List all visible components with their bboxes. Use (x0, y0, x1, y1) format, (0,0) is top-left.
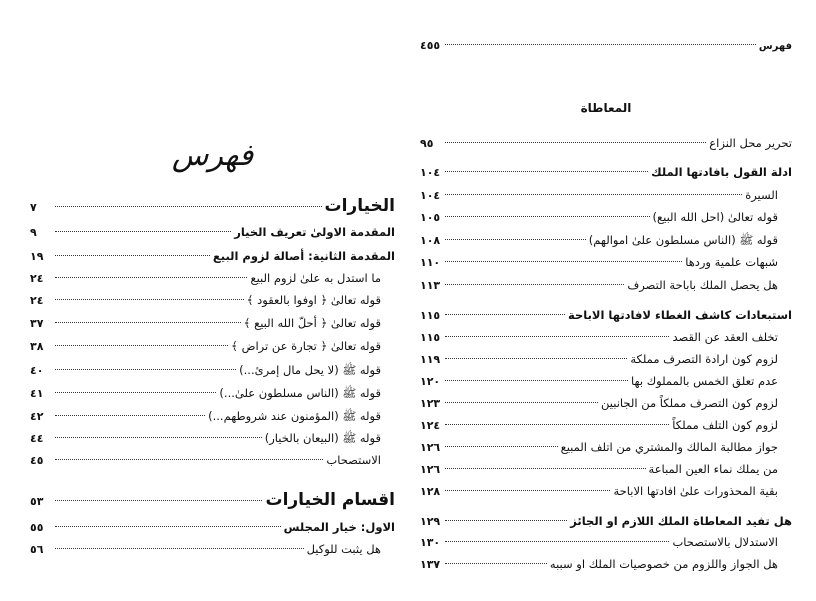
entry-text: الاستدلال بالاستصحاب (672, 535, 778, 549)
entry-text: ما استدل به علىٰ لزوم البيع (250, 271, 381, 285)
dot-leader (55, 459, 323, 460)
toc-entry[interactable] (420, 459, 792, 479)
entry-text: ادلة القول بافادتها الملك (651, 165, 792, 179)
entry-page: ١٢٦ (420, 463, 441, 476)
toc-entry[interactable] (420, 207, 792, 227)
entry-page: ١٠٥ (420, 211, 441, 224)
entry-page: ٣٧ (30, 317, 44, 330)
dot-leader (445, 520, 567, 521)
entry-page: ١٣٠ (420, 536, 441, 549)
toc-entry[interactable] (420, 305, 792, 325)
toc-entry[interactable] (420, 415, 792, 435)
entry-page: ١١٥ (420, 309, 441, 322)
toc-entry[interactable] (420, 371, 792, 391)
dot-leader (445, 142, 706, 143)
dot-leader (55, 231, 231, 232)
toc-entry[interactable] (420, 133, 792, 153)
entry-page: ٢٤ (30, 294, 44, 307)
toc-entry[interactable] (420, 252, 792, 272)
entry-page: ٥٥ (30, 521, 44, 534)
entry-text: تحرير محل النزاع (709, 136, 792, 150)
toc-entry[interactable] (30, 336, 395, 356)
dot-leader (445, 402, 598, 403)
entry-text: لزوم كون التصرف مملكاً من الجانبين (601, 396, 778, 410)
left-page (30, 0, 395, 601)
index-title-calligraphy: فهرس (171, 138, 254, 173)
dot-leader (445, 44, 756, 45)
entry-page: ١٩ (30, 250, 44, 263)
dot-leader (445, 216, 650, 217)
entry-page: ٤١ (30, 387, 44, 400)
toc-entry[interactable] (420, 185, 792, 205)
toc-entry[interactable] (420, 481, 792, 501)
toc-entry[interactable] (30, 406, 395, 426)
entry-text: قوله تعالىٰ ﴿ تجارة عن تراض ﴾ (231, 339, 381, 353)
entry-text: استبعادات كاشف الغطاء لافادتها الاباحة (568, 308, 792, 322)
toc-entry[interactable] (30, 539, 395, 559)
entry-page: ١٢٦ (420, 441, 441, 454)
right-page (420, 0, 792, 601)
dot-leader (55, 437, 262, 438)
entry-page: ٤٢ (30, 410, 44, 423)
entry-text: قوله ﷺ (لا يحل مال إمرئ...) (239, 363, 381, 377)
entry-page: ١٠٨ (420, 234, 441, 247)
entry-page: ٧ (30, 201, 37, 214)
entry-text: هل يحصل الملك باباحة التصرف (627, 278, 778, 292)
entry-page: ٣٨ (30, 340, 44, 353)
entry-text: بقية المحذورات علىٰ افادتها الاباحة (613, 484, 778, 498)
dot-leader (55, 369, 236, 370)
entry-page: ١١٠ (420, 256, 441, 269)
entry-text: المقدمة الاولىٰ تعريف الخيار (234, 225, 395, 239)
dot-leader (445, 284, 624, 285)
entry-page: ١٠٤ (420, 166, 441, 179)
toc-entry[interactable] (420, 437, 792, 457)
toc-entry[interactable] (30, 313, 395, 333)
section-title: المعاطاة (580, 101, 632, 115)
entry-page: ٤٤ (30, 432, 44, 445)
entry-page: ٤٥ (30, 454, 44, 467)
dot-leader (55, 299, 244, 300)
entry-text: قوله ﷺ (البيعان بالخيار) (264, 431, 381, 445)
dot-leader (445, 194, 742, 195)
dot-leader (55, 415, 205, 416)
dot-leader (445, 314, 565, 315)
toc-entry[interactable] (420, 230, 792, 250)
entry-text: من يملك نماء العين المباعة (648, 462, 778, 476)
dot-leader (55, 206, 322, 207)
entry-text: اقسام الخيارات (265, 490, 395, 510)
dot-leader (445, 171, 648, 172)
dot-leader (445, 424, 669, 425)
toc-entry[interactable] (420, 393, 792, 413)
entry-text: لزوم كون التلف مملكاً (672, 418, 778, 432)
toc-entry[interactable] (420, 532, 792, 552)
dot-leader (55, 526, 281, 527)
entry-page: ١٢٠ (420, 375, 441, 388)
dot-leader (55, 277, 247, 278)
dot-leader (445, 358, 627, 359)
toc-entry[interactable] (420, 349, 792, 369)
toc-entry[interactable] (30, 360, 395, 380)
toc-entry[interactable] (30, 450, 395, 470)
toc-entry[interactable] (420, 162, 792, 182)
dot-leader (445, 490, 610, 491)
entry-text: قوله ﷺ (المؤمنون عند شروطهم...) (208, 409, 381, 423)
dot-leader (445, 261, 682, 262)
dot-leader (445, 239, 586, 240)
entry-page: ٥٣ (30, 495, 44, 508)
toc-entry[interactable] (30, 490, 395, 516)
entry-text: عدم تعلق الخمس بالمملوك بها (631, 374, 778, 388)
running-header-page: ٤٥٥ (420, 39, 441, 52)
dot-leader (55, 322, 241, 323)
toc-entry[interactable] (30, 268, 395, 288)
entry-text: الاول: خيار المجلس (283, 520, 395, 534)
dot-leader (55, 345, 228, 346)
entry-page: ١٢٩ (420, 515, 441, 528)
entry-text: هل تفيد المعاطاة الملك اللازم او الجائز (570, 514, 792, 528)
toc-entry[interactable] (420, 554, 792, 574)
running-header-title: فهرس (758, 41, 792, 52)
dot-leader (55, 500, 262, 501)
entry-page: ٤٠ (30, 364, 44, 377)
entry-page: ٩ (30, 226, 37, 239)
dot-leader (445, 468, 646, 469)
toc-entry[interactable] (30, 517, 395, 537)
dot-leader (445, 336, 669, 337)
toc-entry[interactable] (30, 383, 395, 403)
entry-page: ١٢٤ (420, 419, 441, 432)
entry-text: الاستصحاب (326, 453, 381, 467)
entry-text: هل الجواز واللزوم من خصوصيات الملك او سببه (549, 557, 778, 571)
entry-page: ١١٥ (420, 331, 441, 344)
entry-text: جواز مطالبة المالك والمشتري من اتلف المبيع (560, 440, 778, 454)
entry-page: ١١٣ (420, 279, 441, 292)
entry-page: ١٢٨ (420, 485, 441, 498)
entry-text: قوله ﷺ (الناس مسلطون علىٰ...) (219, 386, 381, 400)
dot-leader (55, 548, 304, 549)
toc-entry[interactable] (30, 246, 395, 266)
entry-page: ١٢٣ (420, 397, 441, 410)
toc-entry[interactable] (30, 196, 395, 222)
entry-text: قوله تعالىٰ (احل الله البيع) (652, 210, 778, 224)
entry-page: ٢٤ (30, 272, 44, 285)
entry-page: ١٠٤ (420, 189, 441, 202)
dot-leader (445, 446, 558, 447)
entry-text: قوله ﷺ (الناس مسلطون علىٰ اموالهم) (588, 233, 778, 247)
dot-leader (445, 541, 669, 542)
entry-page: ١١٩ (420, 353, 441, 366)
toc-entry[interactable] (30, 428, 395, 448)
dot-leader (55, 255, 210, 256)
toc-entry[interactable] (30, 290, 395, 310)
entry-text: شبهات علمية وردها (685, 255, 778, 269)
entry-page: ٩٥ (420, 137, 434, 150)
entry-text: قوله تعالىٰ ﴿ أحلّ الله البيع ﴾ (243, 316, 381, 330)
dot-leader (55, 392, 216, 393)
entry-text: السيرة (745, 188, 778, 202)
entry-page: ١٣٧ (420, 558, 441, 571)
entry-text: لزوم كون ارادة التصرف مملكة (630, 352, 778, 366)
running-header (420, 36, 792, 56)
toc-entry[interactable] (30, 222, 395, 242)
entry-text: المقدمة الثانية: أصالة لزوم البيع (212, 249, 395, 263)
entry-text: تخلف العقد عن القصد (672, 330, 778, 344)
entry-text: هل يثبت للوكيل (306, 542, 381, 556)
entry-text: الخيارات (324, 196, 395, 216)
entry-text: قوله تعالىٰ ﴿ اوفوا بالعقود ﴾ (246, 293, 381, 307)
dot-leader (445, 563, 547, 564)
toc-entry[interactable] (420, 275, 792, 295)
dot-leader (445, 380, 628, 381)
toc-entry[interactable] (420, 327, 792, 347)
entry-page: ٥٦ (30, 543, 44, 556)
toc-entry[interactable] (420, 511, 792, 531)
